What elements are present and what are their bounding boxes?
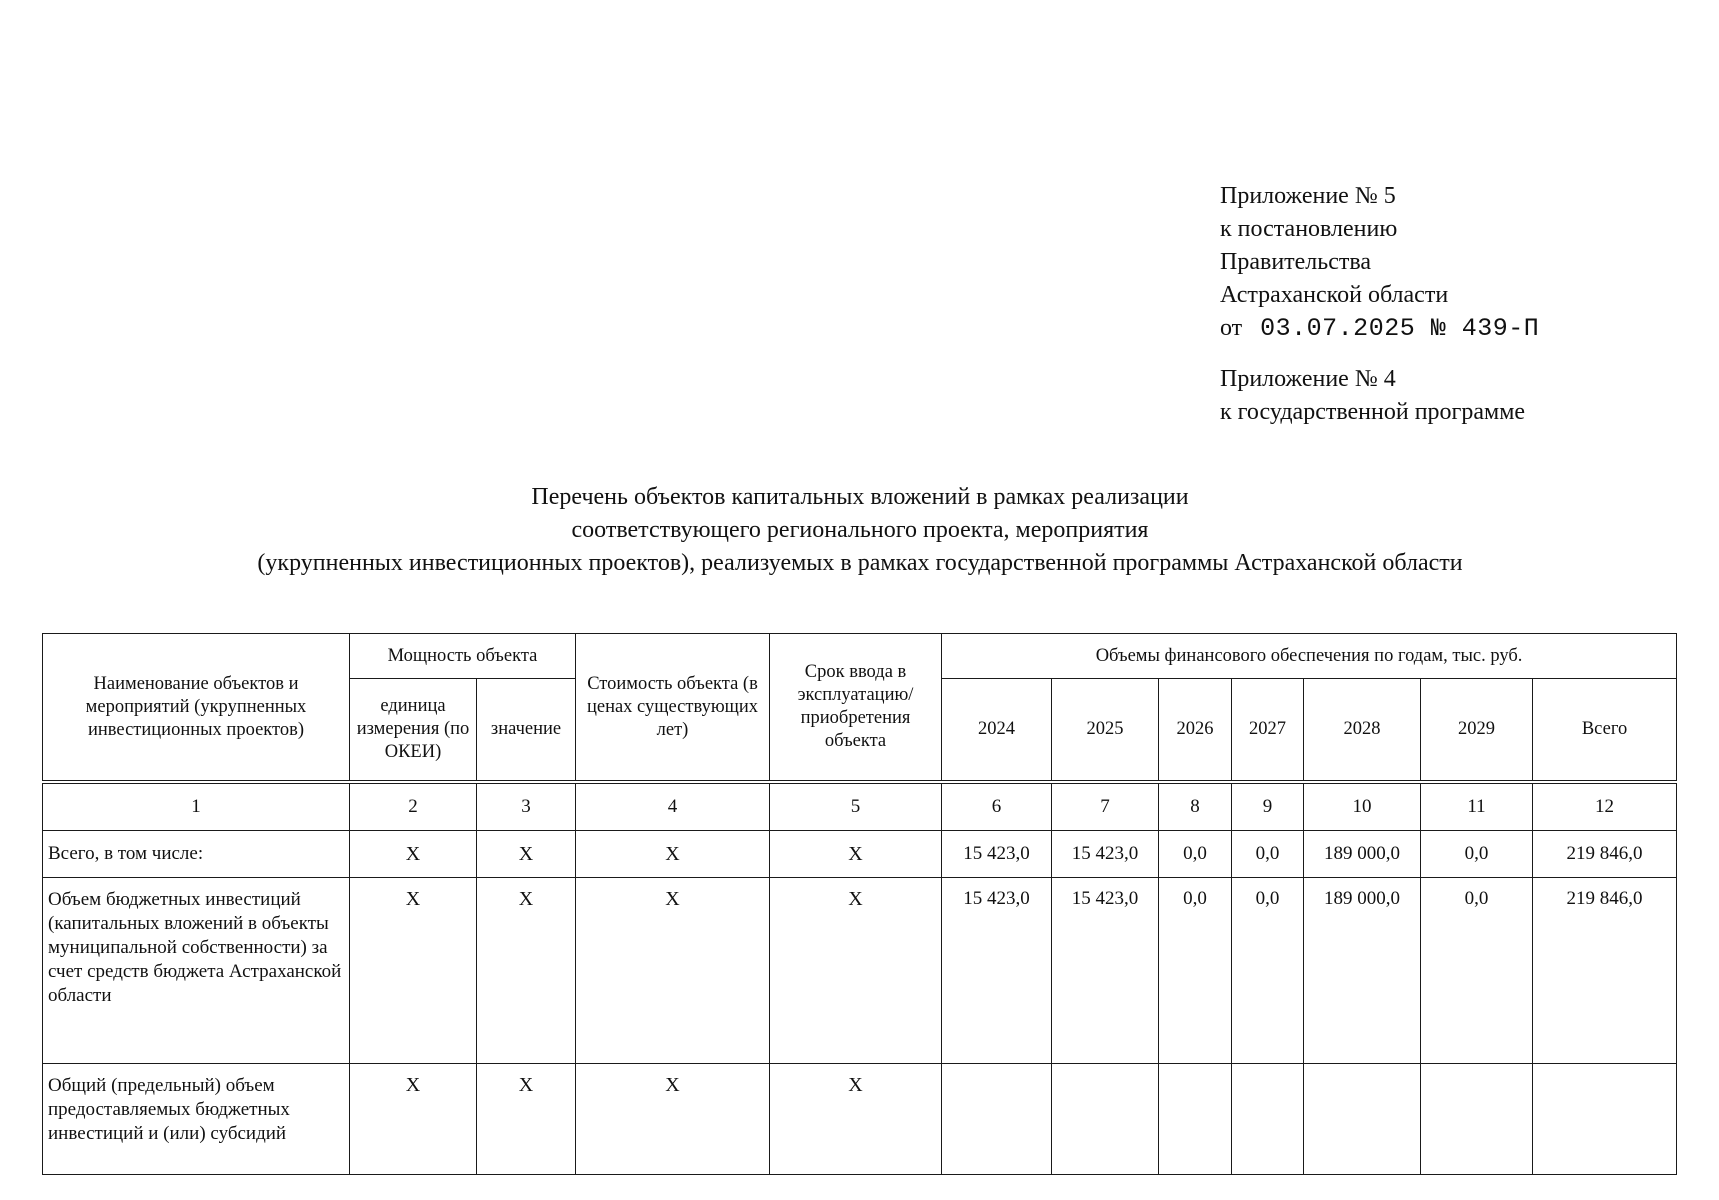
header-year-2026: 2026 <box>1159 679 1232 783</box>
title-line: соответствующего регионального проекта, мероприятия <box>571 517 1149 543</box>
header-name: Наименование объектов и мероприятий (укрупненных инвестиционных проектов) <box>43 634 350 783</box>
capital-investments-table <box>42 633 1677 1175</box>
cell-total: 219 846,0 <box>1533 878 1677 1064</box>
column-number: 1 <box>43 782 350 831</box>
cell-cost: Х <box>576 878 770 1064</box>
decree-date-number: 03.07.2025 № 439-П <box>1260 314 1540 343</box>
cell-value: Х <box>477 1064 576 1175</box>
appendix-line: к постановлению <box>1220 216 1398 242</box>
column-number: 2 <box>350 782 477 831</box>
header-year-2029: 2029 <box>1421 679 1533 783</box>
column-number: 9 <box>1232 782 1304 831</box>
cell-unit: Х <box>350 1064 477 1175</box>
table-row-total <box>43 831 1677 878</box>
cell-deadline: Х <box>770 831 942 878</box>
header-value: значение <box>477 679 576 783</box>
appendix-line: Астраханской области <box>1220 282 1449 308</box>
header-year-2028: 2028 <box>1304 679 1421 783</box>
column-number: 7 <box>1052 782 1159 831</box>
cell-deadline: Х <box>770 878 942 1064</box>
cell-value: Х <box>477 831 576 878</box>
cell-2024: 15 423,0 <box>942 831 1052 878</box>
cell-2025: 15 423,0 <box>1052 831 1159 878</box>
header-capacity: Мощность объекта <box>350 634 576 679</box>
cell-total <box>1533 1064 1677 1175</box>
appendix-line: Приложение № 5 <box>1220 183 1396 209</box>
cell-cost: Х <box>576 831 770 878</box>
header-year-2027: 2027 <box>1232 679 1304 783</box>
column-number: 6 <box>942 782 1052 831</box>
date-prefix: от <box>1220 315 1243 341</box>
column-number: 4 <box>576 782 770 831</box>
column-number: 10 <box>1304 782 1421 831</box>
appendix-line: Правительства <box>1220 249 1372 275</box>
header-funding: Объемы финансового обеспечения по годам, тыс. руб. <box>942 634 1677 679</box>
header-deadline: Срок ввода в эксплуатацию/ приобретения объекта <box>770 634 942 783</box>
title-line: Перечень объектов капитальных вложений в рамках реализации <box>531 484 1189 510</box>
cell-unit: Х <box>350 878 477 1064</box>
header-year-2024: 2024 <box>942 679 1052 783</box>
cell-2025 <box>1052 1064 1159 1175</box>
column-number: 8 <box>1159 782 1232 831</box>
cell-2024: 15 423,0 <box>942 878 1052 1064</box>
cell-2029: 0,0 <box>1421 831 1533 878</box>
cell-cost: Х <box>576 1064 770 1175</box>
header-total: Всего <box>1533 679 1677 783</box>
cell-2027: 0,0 <box>1232 878 1304 1064</box>
row-name: Всего, в том числе: <box>43 831 350 878</box>
header-cost: Стоимость объекта (в ценах существующих лет) <box>576 634 770 783</box>
column-number: 12 <box>1533 782 1677 831</box>
cell-2028 <box>1304 1064 1421 1175</box>
decree-date-line <box>1220 312 1539 345</box>
header-year-2025: 2025 <box>1052 679 1159 783</box>
title-line: (укрупненных инвестиционных проектов), реализуемых в рамках государственной программы Астраханской области <box>257 550 1463 576</box>
row-name: Объем бюджетных инвестиций (капитальных вложений в объекты муниципальной собственности) за счет средств бюджета Астраханской области <box>43 878 350 1064</box>
cell-2026: 0,0 <box>1159 831 1232 878</box>
document-title <box>40 481 1680 580</box>
program-appendix-line: к государственной программе <box>1220 399 1526 425</box>
cell-2026 <box>1159 1064 1232 1175</box>
cell-2029: 0,0 <box>1421 878 1533 1064</box>
row-name: Общий (предельный) объем предоставляемых бюджетных инвестиций и (или) субсидий <box>43 1064 350 1175</box>
cell-2028: 189 000,0 <box>1304 831 1421 878</box>
cell-2024 <box>942 1064 1052 1175</box>
table-row-limit-investments <box>43 1064 1677 1175</box>
cell-value: Х <box>477 878 576 1064</box>
column-number: 3 <box>477 782 576 831</box>
column-number: 11 <box>1421 782 1533 831</box>
cell-2027 <box>1232 1064 1304 1175</box>
cell-2026: 0,0 <box>1159 878 1232 1064</box>
column-numbers-row <box>43 782 1677 831</box>
cell-2025: 15 423,0 <box>1052 878 1159 1064</box>
header-unit: единица измерения (по ОКЕИ) <box>350 679 477 783</box>
table-row-budget-investments <box>43 878 1677 1064</box>
cell-total: 219 846,0 <box>1533 831 1677 878</box>
cell-2028: 189 000,0 <box>1304 878 1421 1064</box>
program-appendix-line: Приложение № 4 <box>1220 366 1396 392</box>
cell-deadline: Х <box>770 1064 942 1175</box>
cell-2029 <box>1421 1064 1533 1175</box>
column-number: 5 <box>770 782 942 831</box>
appendix-block <box>1220 180 1539 429</box>
cell-unit: Х <box>350 831 477 878</box>
cell-2027: 0,0 <box>1232 831 1304 878</box>
